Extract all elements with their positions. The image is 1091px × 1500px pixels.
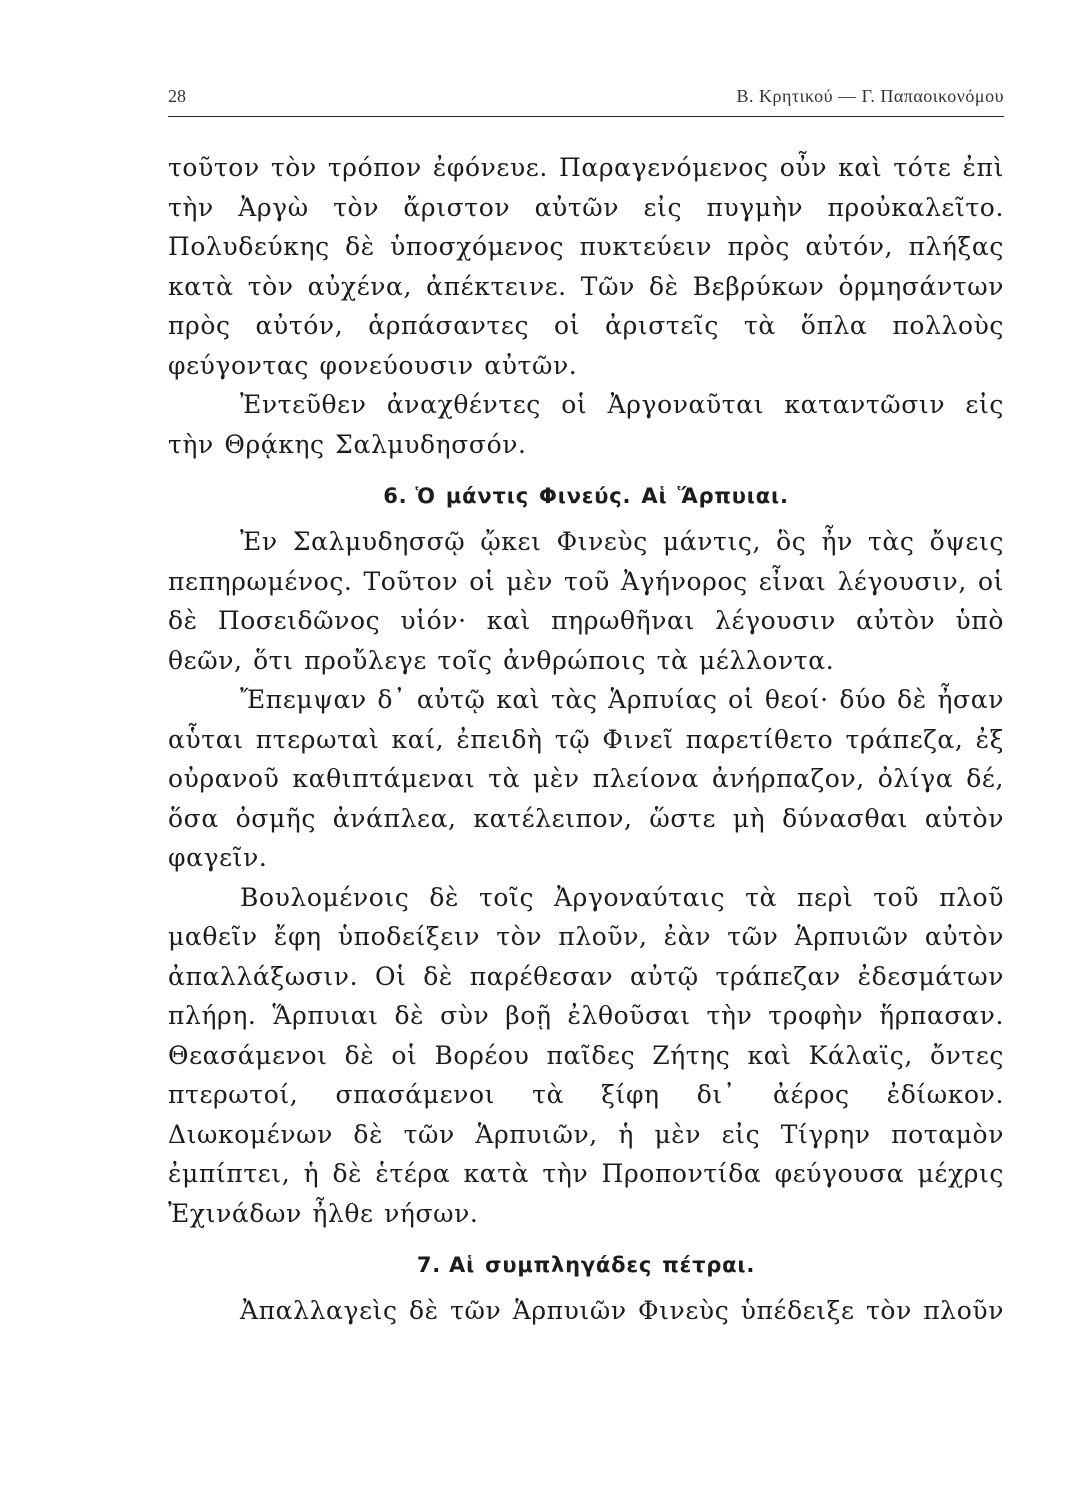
header-rule	[168, 116, 1004, 117]
section-number: 6.	[383, 484, 408, 508]
section-heading-7	[168, 1247, 1004, 1283]
section-title: Ὁ μάντις Φινεύς. Αἱ Ἅρπυιαι.	[415, 484, 789, 508]
paragraph: Ἐν Σαλμυδησσῷ ᾤκει Φινεὺς μάντις, ὃς ἦν τὰς ὄψεις πεπηρωμένος. Τοῦτον οἱ μὲν τοῦ Ἀγήνορος εἶναι λέγουσιν, οἱ δὲ Ποσειδῶνος υἱόν· καὶ πηρωθῆναι λέγουσιν αὐτὸν ὑπὸ θεῶν, ὅτι προὔλεγε τοῖς ἀνθρώποις τὰ μέλλοντα.	[168, 527, 1004, 675]
section-number: 7.	[416, 1253, 442, 1277]
section-heading-6	[168, 478, 1004, 514]
section-title: Αἱ συμπληγάδες πέτραι.	[449, 1253, 756, 1277]
body-text	[168, 148, 1004, 1331]
paragraph: Βουλομένοις δὲ τοῖς Ἀργοναύταις τὰ περὶ τοῦ πλοῦ μαθεῖν ἔφη ὑποδείξειν τὸν πλοῦν, ἐὰν τῶν Ἁρπυιῶν αὐτὸν ἀπαλλάξωσιν. Οἱ δὲ παρέθεσαν αὐτῷ τράπεζαν ἐδεσμάτων πλήρη. Ἅρπυιαι δὲ σὺν βοῇ ἐλθοῦσαι τὴν τροφὴν ἥρπασαν. Θεασάμενοι δὲ οἱ Βορέου παῖδες Ζήτης καὶ Κάλαϊς, ὄντες πτερωτοί, σπασάμενοι τὰ ξίφη δι᾽ ἀέρος ἐδίωκον. Διωκομένων δὲ τῶν Ἁρπυιῶν, ἡ μὲν εἰς Τίγρην ποταμὸν ἐμπίπτει, ἡ δὲ ἑτέρα κατὰ τὴν Προποντίδα φεύγουσα μέχρις Ἐχινάδων ἦλθε νήσων.	[168, 882, 1004, 1228]
running-head	[168, 84, 1004, 112]
paragraph-continued: τοῦτον τὸν τρόπον ἐφόνευε. Παραγενόμενος οὖν καὶ τότε ἐπὶ τὴν Ἀργὼ τὸν ἄριστον αὐτῶν εἰς πυγμὴν προὐκαλεῖτο. Πολυδεύκης δὲ ὑποσχόμενος πυκτεύειν πρὸς αὐτόν, πλήξας κατὰ τὸν αὐχένα, ἀπέκτεινε. Τῶν δὲ Βεβρύκων ὁρμησάντων πρὸς αὐτόν, ἁρπάσαντες οἱ ἀριστεῖς τὰ ὅπλα πολλοὺς φεύγοντας φονεύουσιν αὐτῶν.	[168, 153, 1004, 380]
page-number: 28	[168, 86, 186, 106]
paragraph: Ἀπαλλαγεὶς δὲ τῶν Ἁρπυιῶν Φινεὺς ὑπέδειξε τὸν πλοῦν	[240, 1296, 1004, 1325]
paragraph: Ἐντεῦθεν ἀναχθέντες οἱ Ἀργοναῦται καταντῶσιν εἰς τὴν Θρᾴκης Σαλμυδησσόν.	[168, 390, 1004, 459]
paragraph: Ἔπεμψαν δ᾽ αὐτῷ καὶ τὰς Ἁρπυίας οἱ θεοί· δύο δὲ ἦσαν αὗται πτερωταὶ καί, ἐπειδὴ τῷ Φινεῖ παρετίθετο τράπεζα, ἐξ οὐρανοῦ καθιπτάμεναι τὰ μὲν πλείονα ἀνήρπαζον, ὀλίγα δέ, ὅσα ὀσμῆς ἀνάπλεα, κατέλειπον, ὥστε μὴ δύνασθαι αὐτὸν φαγεῖν.	[168, 685, 1004, 872]
running-title: Β. Κρητικού — Γ. Παπαοικονόμου	[736, 86, 1004, 106]
book-page	[168, 0, 1008, 1500]
